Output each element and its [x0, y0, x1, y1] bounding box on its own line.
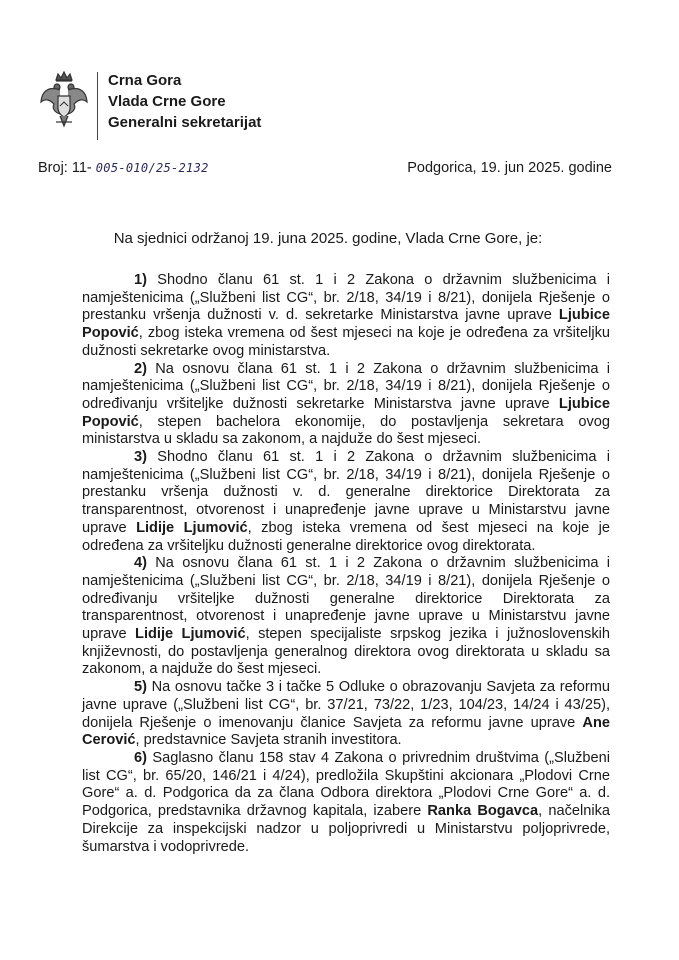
item-text-end: , zbog isteka vremena od šest mjeseci na koje je određena za vršiteljku dužnosti generalne direktorice ovog direktorata.: [82, 519, 610, 554]
item-number: 6): [134, 749, 147, 766]
decision-item-6: [82, 750, 610, 856]
item-text-end: , stepen specijaliste srpskog jezika i južnoslovenskih književnosti, do postavljenja generalnog direktora ovog direktorata u skladu sa zakonom, a najduže do šest mjeseci.: [82, 626, 610, 678]
item-number: 2): [134, 360, 147, 377]
header-government: Vlada Crne Gore: [108, 93, 226, 110]
item-text: Shodno članu 61 st. 1 i 2 Zakona o državnim službenicima i namještenicima („Službeni list CG“, br. 2/18, 34/19 i 8/21), donijela Rješenje o prestanku vršenja dužnosti v. d. generalne direktorice Direktorata za transparentnost, otvorenost i unapređenje javne uprave u Ministarstvu javne uprave: [82, 449, 610, 536]
reference-number: [38, 160, 209, 176]
item-text: Na osnovu člana 61 st. 1 i 2 Zakona o državnim službenicima i namještenicima („Službeni list CG“, br. 2/18, 34/19 i 8/21), donijela Rješenje o određivanju vršiteljke dužnosti generalne direktorice Direktorata za transparentnost, otvorenost i unapređenje javne uprave u Ministarstvu javne uprave: [82, 555, 610, 643]
item-number: 1): [134, 272, 147, 288]
decision-item-2: [82, 361, 610, 450]
item-number: 4): [134, 555, 147, 572]
item-person-name: Ljubice Popović: [82, 307, 610, 342]
item-text: Na osnovu člana 61 st. 1 i 2 Zakona o državnim službenicima i namještenicima („Službeni list CG“, br. 2/18, 34/19 i 8/21), donijela Rješenje o određivanju vršiteljke dužnosti sekretarke Ministarstva javne uprave: [82, 360, 610, 412]
item-text-end: , zbog isteka vremena od šest mjeseci na koje je određena za vršiteljku dužnosti sekretarke ovog ministarstva.: [82, 325, 610, 359]
decision-item-4: [82, 555, 610, 679]
item-text-end: , predstavnice Savjeta stranih investitora.: [135, 732, 402, 749]
document-date: Podgorica, 19. jun 2025. godine: [407, 160, 612, 176]
item-person-name: Lidije Ljumović: [135, 626, 246, 643]
item-person-name: Ljubice Popović: [82, 395, 610, 430]
montenegro-coat-of-arms-icon: [38, 70, 90, 132]
header-divider: [97, 72, 98, 140]
intro-sentence: Na sjednici održanoj 19. juna 2025. godine, Vlada Crne Gore, je:: [113, 230, 543, 247]
item-person-name: Lidije Ljumović: [136, 519, 248, 536]
reference-label: Broj: 11-: [38, 160, 92, 176]
item-person-name: Ane Cerović: [82, 714, 610, 749]
decision-item-3: [82, 449, 610, 555]
reference-handwritten: 005-010/25-2132: [95, 161, 209, 175]
item-number: 3): [134, 449, 147, 466]
decision-list: [82, 272, 610, 856]
header-country: Crna Gora: [108, 72, 182, 89]
item-text-end: , načelnika Direkcije za inspekcijski nadzor u poljoprivredi u Ministarstvu poljoprivrede, šumarstva i vodoprivrede.: [82, 803, 610, 855]
item-text: Saglasno članu 158 stav 4 Zakona o privrednim društvima („Službeni list CG“, br. 65/20, 146/21 i 4/24), predložila Skupštini akcionara „Plodovi Crne Gore“ a. d. Podgorica da za člana Odbora direktora „Plodovi Crne Gore“ a. d. Podgorica, predstavnika državnog kapitala, izabere: [82, 749, 610, 820]
item-person-name: Ranka Bogavca: [427, 803, 539, 820]
decision-item-1: [82, 272, 610, 361]
item-text-end: , stepen bachelora ekonomije, do postavljenja sekretara ovog ministarstva u skladu sa zakonom, a najduže do šest mjeseci.: [82, 413, 610, 448]
issuer-header: [108, 70, 261, 133]
item-number: 5): [134, 679, 147, 696]
item-text: Shodno članu 61 st. 1 i 2 Zakona o državnim službenicima i namještenicima („Službeni list CG“, br. 2/18, 34/19 i 8/21), donijela Rješenje o prestanku vršenja dužnosti v. d. sekretarke Ministarstva javne uprave: [82, 272, 610, 324]
item-text: Na osnovu tačke 3 i tačke 5 Odluke o obrazovanju Savjeta za reformu javne uprave („Službeni list CG“, br. 37/21, 73/22, 1/23, 104/23, 14/24 i 43/25), donijela Rješenje o imenovanju članice Savjeta za reformu javne uprave: [82, 679, 610, 731]
decision-item-5: [82, 679, 610, 750]
header-secretariat: Generalni sekretarijat: [108, 114, 262, 131]
